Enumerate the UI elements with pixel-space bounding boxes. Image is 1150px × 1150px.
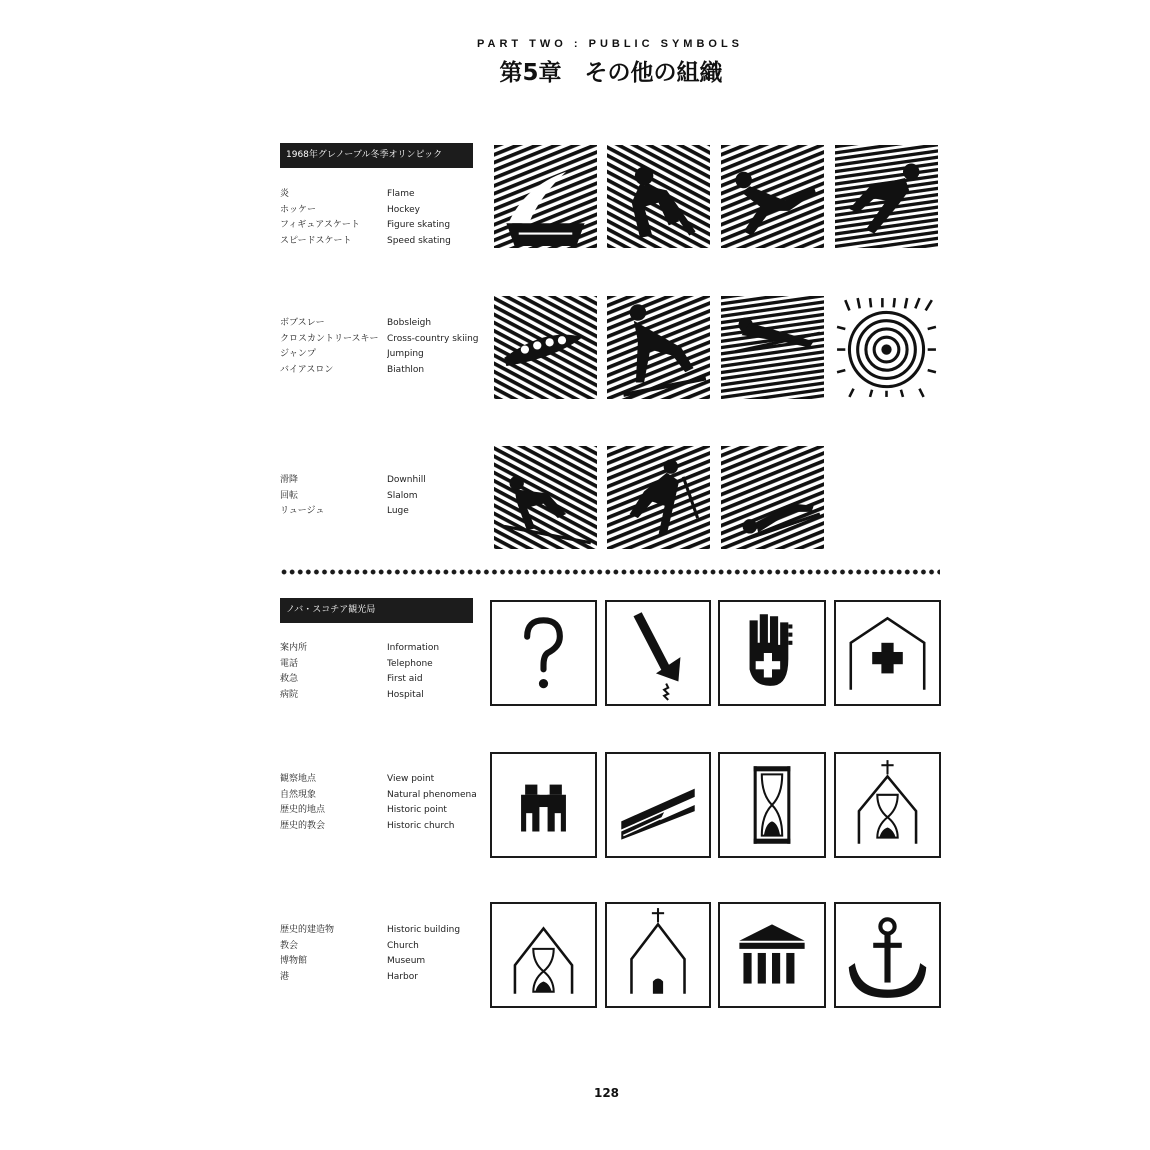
term-row — [280, 688, 480, 704]
term-en: Church — [387, 940, 419, 951]
part-heading: PART TWO : PUBLIC SYMBOLS — [476, 38, 743, 50]
term-row — [280, 939, 480, 955]
term-ja: 病院 — [280, 689, 299, 700]
term-ja: 歴史的教会 — [280, 820, 326, 831]
term-en: Natural phenomena — [387, 789, 477, 800]
term-en: Historic point — [387, 805, 447, 815]
biathlon-icon — [835, 296, 938, 399]
downhill-icon — [494, 446, 597, 549]
church-icon — [605, 902, 711, 1008]
term-ja: リュージュ — [280, 506, 325, 516]
term-en: Cross-country skiing — [387, 333, 479, 344]
term-ja: 歴史的地点 — [280, 805, 326, 815]
historic-building-icon — [490, 902, 597, 1008]
term-list-tourism-2 — [280, 772, 480, 834]
term-ja: 案内所 — [280, 643, 308, 653]
term-en: Flame — [387, 189, 415, 199]
question-mark-icon — [490, 600, 597, 706]
natural-phenomena-icon — [605, 752, 711, 858]
term-ja: クロスカントリースキー — [280, 333, 379, 344]
term-en: Bobsleigh — [387, 318, 432, 328]
flame-icon — [494, 145, 597, 248]
term-ja: 自然現象 — [280, 789, 317, 800]
binoculars-icon — [490, 752, 597, 858]
term-en: Biathlon — [387, 364, 425, 375]
term-ja: 観察地点 — [280, 774, 317, 784]
anchor-icon — [834, 902, 941, 1008]
term-ja: 回転 — [280, 490, 299, 501]
term-row — [280, 363, 480, 379]
term-row — [280, 332, 480, 348]
term-list-olympics-3 — [280, 473, 480, 520]
term-en: Jumping — [387, 349, 424, 359]
section-divider — [280, 569, 940, 575]
term-ja: 救急 — [280, 674, 299, 684]
term-en: View point — [387, 774, 435, 784]
term-row — [280, 672, 480, 688]
term-en: Downhill — [387, 475, 426, 485]
term-row — [280, 970, 480, 986]
term-row — [280, 641, 480, 657]
term-ja: 電話 — [280, 658, 299, 669]
term-row — [280, 803, 480, 819]
term-en: Hospital — [387, 689, 424, 700]
term-ja: 教会 — [280, 940, 299, 951]
term-ja: ジャンプ — [280, 349, 316, 359]
term-en: Historic building — [387, 925, 461, 935]
term-en: Slalom — [387, 490, 418, 501]
term-row — [280, 504, 480, 520]
term-ja: 港 — [280, 971, 290, 982]
term-row — [280, 203, 480, 219]
term-en: Hockey — [387, 204, 420, 215]
term-row — [280, 788, 480, 804]
term-row — [280, 819, 480, 835]
term-row — [280, 657, 480, 673]
term-ja: ホッケー — [280, 204, 317, 215]
term-en: Telephone — [387, 658, 433, 669]
term-row — [280, 954, 480, 970]
term-ja: フィギュアスケート — [280, 220, 360, 230]
section-label-nova-scotia: ノバ・スコチア観光局 — [280, 598, 473, 623]
hockey-icon — [607, 145, 710, 248]
term-ja: バイアスロン — [280, 364, 334, 375]
hospital-icon — [834, 600, 941, 706]
term-list-tourism-3 — [280, 923, 480, 985]
museum-icon — [718, 902, 826, 1008]
term-list-olympics-2 — [280, 316, 480, 378]
term-en: First aid — [387, 674, 423, 684]
bobsleigh-icon — [494, 296, 597, 399]
term-row — [280, 489, 480, 505]
term-en: Historic church — [387, 820, 455, 831]
telephone-icon — [605, 600, 711, 706]
historic-church-icon — [834, 752, 941, 858]
chapter-title: 第5章 その他の組織 — [499, 60, 723, 86]
term-ja: 滑降 — [280, 475, 299, 485]
term-list-tourism-1 — [280, 641, 480, 703]
slalom-icon — [607, 446, 710, 549]
term-ja: スピードスケート — [280, 235, 352, 246]
page-number: 128 — [593, 1086, 620, 1100]
luge-icon — [721, 446, 824, 549]
term-row — [280, 923, 480, 939]
term-row — [280, 218, 480, 234]
term-list-olympics-1 — [280, 187, 480, 249]
term-row — [280, 772, 480, 788]
term-en: Harbor — [387, 971, 418, 982]
term-row — [280, 316, 480, 332]
term-en: Figure skating — [387, 220, 451, 230]
term-en: Museum — [387, 956, 426, 966]
term-row — [280, 473, 480, 489]
term-row — [280, 234, 480, 250]
term-ja: 博物館 — [280, 956, 308, 966]
term-ja: ボブスレー — [280, 318, 325, 328]
term-ja: 歴史的建造物 — [280, 925, 335, 935]
term-en: Speed skating — [387, 235, 451, 246]
figure-skating-icon — [721, 145, 824, 248]
term-en: Luge — [387, 506, 409, 516]
jumping-icon — [721, 296, 824, 399]
first-aid-hand-icon — [718, 600, 826, 706]
speed-skating-icon — [835, 145, 938, 248]
term-row — [280, 347, 480, 363]
cross-country-skiing-icon — [607, 296, 710, 399]
term-ja: 炎 — [280, 189, 290, 199]
term-row — [280, 187, 480, 203]
term-en: Information — [387, 643, 440, 653]
hourglass-icon — [718, 752, 826, 858]
section-label-grenoble: 1968年グレノーブル冬季オリンピック — [280, 143, 473, 168]
